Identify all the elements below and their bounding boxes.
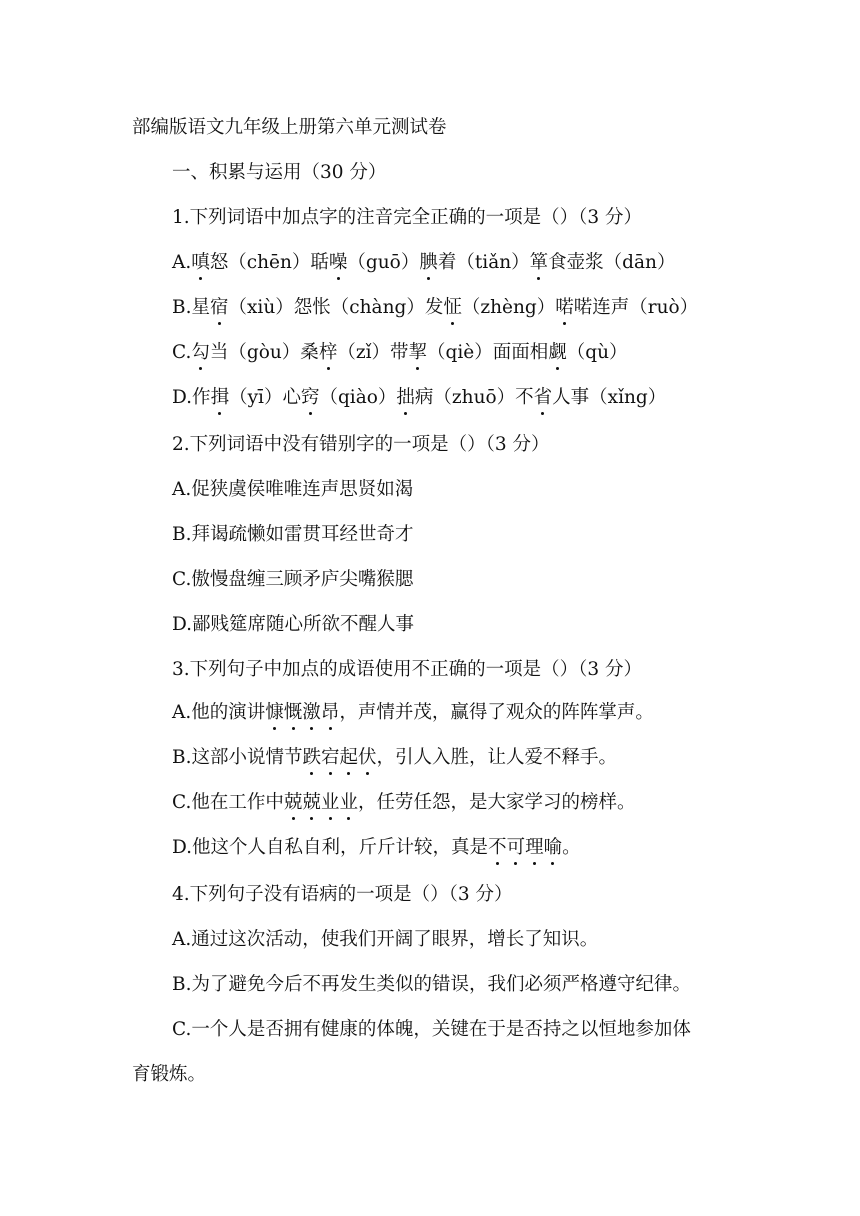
text-segment: （qiè）面面相 [427, 342, 549, 363]
emphasis-char: 慷 [265, 700, 284, 726]
text-segment: 人事（xǐng） [552, 387, 667, 408]
q4-option-a: A.通过这次活动，使我们开阔了眼界，增长了知识。 [172, 929, 599, 950]
q4-option-b: B.为了避免今后不再发生类似的错误，我们必须严格遵守纪律。 [172, 974, 691, 995]
emphasis-char: 兢 [302, 790, 321, 816]
text-segment: 怒（chēn）聒 [209, 252, 329, 273]
text-segment: （yī）心 [229, 387, 301, 408]
q1-option-c [172, 340, 628, 366]
q2-stem: 2.下列词语中没有错别字的一项是（）（3 分） [172, 434, 550, 455]
text-segment: （qù） [566, 342, 628, 363]
emphasis-char: 跌 [302, 745, 321, 771]
q4-stem: 4.下列句子没有语病的一项是（）（3 分） [172, 884, 513, 905]
emphasis-char: 嗔 [191, 250, 210, 276]
text-segment: ，任劳任怨，是大家学习的榜样。 [357, 792, 636, 813]
q2-option-c: C.傲慢盘缠三顾矛庐尖嘴猴腮 [172, 569, 414, 590]
emphasis-char: 勾 [191, 340, 210, 366]
emphasis-char: 省 [534, 385, 553, 411]
text-segment: B.星 [172, 297, 210, 318]
emphasis-char: 箪 [530, 250, 549, 276]
text-segment: （guō） [347, 252, 420, 273]
text-segment: C.他在工作中 [172, 792, 284, 813]
text-segment: ，引人入胜，让人爱不释手。 [376, 747, 618, 768]
text-segment: A.他的演讲 [172, 702, 266, 723]
text-segment: （zǐ）带 [337, 342, 409, 363]
emphasis-char: 业 [321, 790, 340, 816]
emphasis-char: 揖 [211, 385, 230, 411]
text-segment: D.他这个人自私自利，斤斤计较，真是 [172, 837, 489, 858]
emphasis-char: 兢 [284, 790, 303, 816]
section-heading: 一、积累与运用（30 分） [172, 162, 387, 183]
text-segment: 食壶浆（dān） [548, 252, 676, 273]
text-segment: 。 [562, 837, 581, 858]
emphasis-char: 怔 [443, 295, 462, 321]
q3-option-c [172, 790, 635, 816]
text-segment: ，声情并茂，赢得了观众的阵阵掌声。 [339, 702, 654, 723]
emphasis-char: 挈 [409, 340, 428, 366]
emphasis-char: 可 [507, 835, 526, 861]
q2-option-b: B.拜谒疏懒如雷贯耳经世奇才 [172, 524, 414, 545]
emphasis-char: 腆 [419, 250, 438, 276]
text-segment: （xiù）怨怅（chàng）发 [228, 297, 444, 318]
emphasis-char: 理 [525, 835, 544, 861]
text-segment: D.作 [172, 387, 211, 408]
emphasis-char: 拙 [396, 385, 415, 411]
text-segment: 病（zhuō）不 [414, 387, 534, 408]
text-segment: 着（tiǎn） [437, 252, 530, 273]
text-segment: A. [172, 252, 192, 273]
emphasis-char: 梓 [319, 340, 338, 366]
emphasis-char: 昂 [321, 700, 340, 726]
emphasis-char: 喏 [555, 295, 574, 321]
emphasis-char: 激 [302, 700, 321, 726]
q3-stem: 3.下列句子中加点的成语使用不正确的一项是（）（3 分） [172, 659, 643, 680]
text-segment: （zhèng） [461, 297, 556, 318]
text-segment: C. [172, 342, 192, 363]
emphasis-char: 伏 [358, 745, 377, 771]
q4-option-c-line2: 育锻炼。 [132, 1064, 207, 1085]
q2-option-d: D.鄙贱筵席随心所欲不醒人事 [172, 614, 415, 635]
q4-option-c-line1: C.一个人是否拥有健康的体魄，关键在于是否持之以恒地参加体 [172, 1019, 691, 1040]
emphasis-char: 慨 [284, 700, 303, 726]
emphasis-char: 宿 [210, 295, 229, 321]
q1-stem: 1.下列词语中加点字的注音完全正确的一项是（）（3 分） [172, 207, 643, 228]
emphasis-char: 噪 [329, 250, 348, 276]
q1-option-a [172, 250, 675, 276]
emphasis-char: 窍 [301, 385, 320, 411]
text-segment: 喏连声（ruò） [573, 297, 699, 318]
text-segment: （qiào） [319, 387, 397, 408]
text-segment: B.这部小说情节 [172, 747, 303, 768]
q1-option-b [172, 295, 698, 321]
emphasis-char: 起 [340, 745, 359, 771]
q3-option-a [172, 700, 654, 726]
emphasis-char: 不 [488, 835, 507, 861]
emphasis-char: 业 [339, 790, 358, 816]
emphasis-char: 觑 [548, 340, 567, 366]
doc-title: 部编版语文九年级上册第六单元测试卷 [132, 117, 447, 138]
emphasis-char: 喻 [544, 835, 563, 861]
q3-option-d [172, 835, 581, 861]
q3-option-b [172, 745, 617, 771]
q1-option-d [172, 385, 666, 411]
text-segment: 当（gòu）桑 [209, 342, 319, 363]
q2-option-a: A.促狭虞侯唯唯连声思贤如渴 [172, 479, 414, 500]
emphasis-char: 宕 [321, 745, 340, 771]
